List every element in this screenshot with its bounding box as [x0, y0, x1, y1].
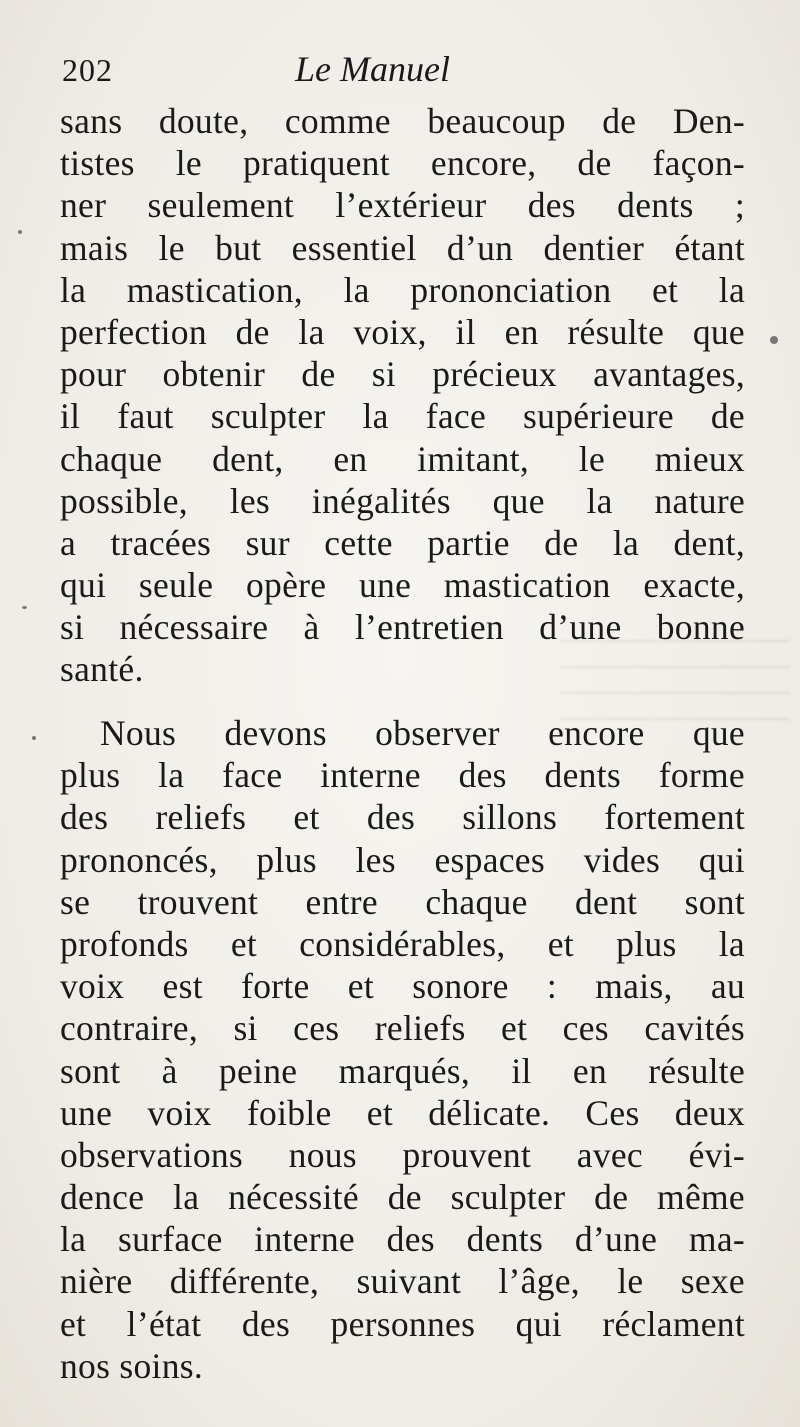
text-line: si nécessaire à l’entretien d’une bonne: [60, 607, 745, 648]
running-title: Le Manuel: [295, 49, 450, 89]
text-line: nos soins.: [60, 1345, 204, 1386]
ink-speck: [18, 230, 22, 234]
text-line: la surface interne des dents d’une ma-: [60, 1219, 745, 1260]
text-line: possible, les inégalités que la nature: [60, 480, 745, 521]
text-line: observations nous prouvent avec évi-: [60, 1134, 745, 1175]
page-number: 202: [62, 52, 113, 88]
text-line: ner seulement l’extérieur des dents ;: [60, 185, 745, 226]
text-line: et l’état des personnes qui réclament: [60, 1303, 745, 1344]
text-line: a tracées sur cette partie de la dent,: [60, 522, 745, 563]
ink-speck: [22, 606, 27, 609]
text-line: profonds et considérables, et plus la: [60, 923, 745, 964]
text-line: des reliefs et des sillons fortement: [60, 797, 745, 838]
text-line: Nous devons observer encore que: [100, 713, 745, 753]
text-line: chaque dent, en imitant, le mieux: [60, 438, 745, 479]
ink-speck: [770, 336, 778, 344]
ink-speck: [32, 736, 36, 740]
text-line: plus la face interne des dents forme: [60, 755, 745, 796]
text-line: prononcés, plus les espaces vides qui: [60, 839, 745, 880]
text-line: sans doute, comme beaucoup de Den-: [60, 101, 745, 141]
text-line: une voix foible et délicate. Ces deux: [60, 1092, 745, 1133]
paragraph-2: [60, 712, 745, 1387]
text-line: il faut sculpter la face supérieure de: [60, 396, 745, 437]
text-line: tistes le pratiquent encore, de façon-: [60, 143, 745, 184]
text-line: sont à peine marqués, il en résulte: [60, 1050, 745, 1091]
text-line: qui seule opère une mastication exacte,: [60, 565, 745, 606]
text-line: santé.: [60, 649, 144, 690]
text-line: la mastication, la prononciation et la: [60, 269, 745, 310]
text-line: nière différente, suivant l’âge, le sexe: [60, 1261, 745, 1302]
text-line: pour obtenir de si précieux avantages,: [60, 354, 745, 395]
page-header: [62, 46, 742, 94]
text-line: se trouvent entre chaque dent sont: [60, 881, 745, 922]
text-line: mais le but essentiel d’un dentier étant: [60, 227, 745, 268]
paragraph-1: [60, 100, 745, 691]
text-line: dence la nécessité de sculpter de même: [60, 1177, 745, 1218]
text-line: voix est forte et sonore : mais, au: [60, 966, 745, 1007]
text-line: perfection de la voix, il en résulte que: [60, 311, 745, 352]
text-line: contraire, si ces reliefs et ces cavités: [60, 1008, 745, 1049]
